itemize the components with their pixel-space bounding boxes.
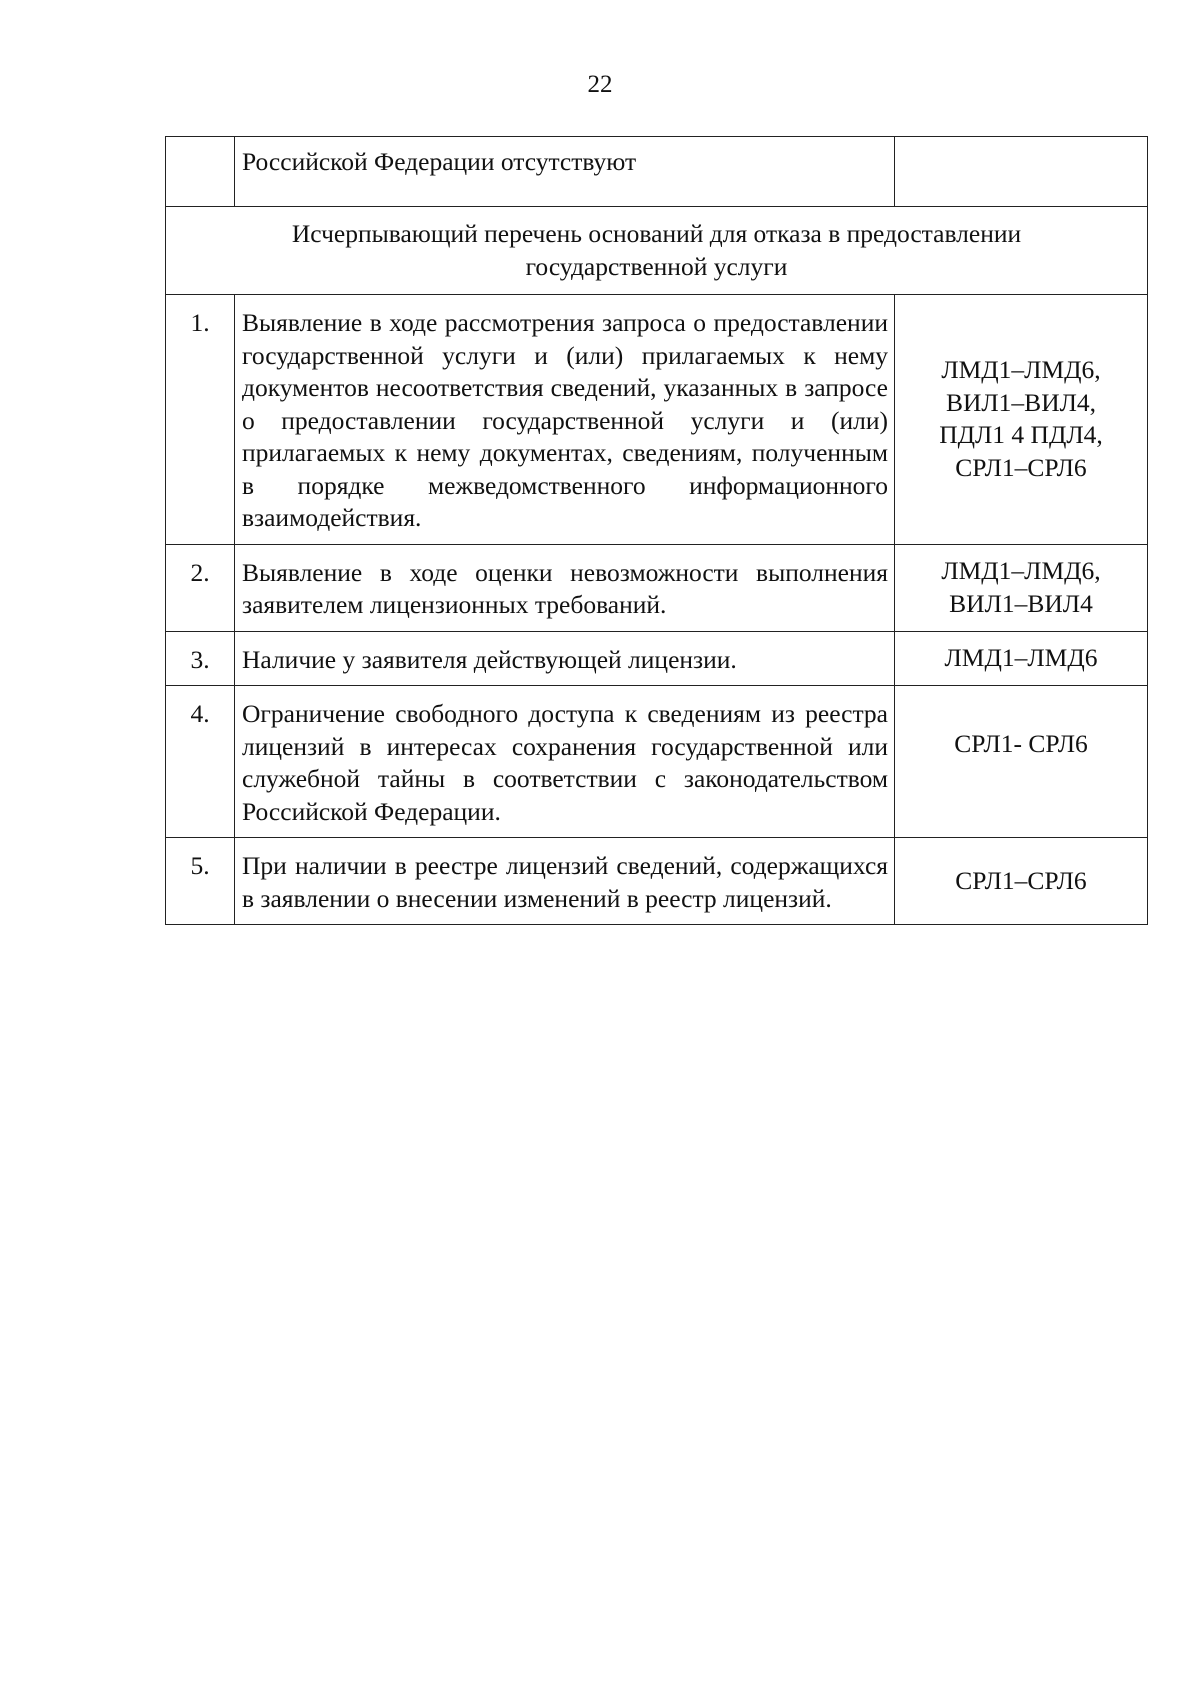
row-text <box>235 295 895 545</box>
code-line: ЛМД1–ЛМД6, <box>941 355 1101 385</box>
row-codes <box>895 544 1148 631</box>
code-line: СРЛ1–СРЛ6 <box>955 865 1087 895</box>
row-codes <box>895 631 1148 686</box>
row-text <box>235 631 895 686</box>
row-number: 5. <box>166 838 235 925</box>
row-number: 2. <box>166 544 235 631</box>
cell-continuation-text: Российской Федерации отсутствуют <box>235 137 895 207</box>
table-row <box>166 631 1148 686</box>
section-heading <box>166 207 1148 295</box>
row-codes <box>895 686 1148 838</box>
row-text-body: Наличие у заявителя действующей лицензии. <box>242 644 737 674</box>
section-heading-line: государственной услуги <box>525 251 788 281</box>
row-number: 3. <box>166 631 235 686</box>
code-line: СРЛ1–СРЛ6 <box>955 452 1087 482</box>
row-codes <box>895 838 1148 925</box>
table-row-section-heading <box>166 207 1148 295</box>
table-row <box>166 838 1148 925</box>
refusal-grounds-table <box>165 136 1148 925</box>
table-row-continuation <box>166 137 1148 207</box>
row-text <box>235 686 895 838</box>
row-text <box>235 544 895 631</box>
table-row <box>166 544 1148 631</box>
row-text-body: Выявление в ходе рассмотрения запроса о предоставлении государственной услуги и (или) прилагаемых к нему документов несоответствия сведений, указанных в запросе о предоставлении государственной услуги и (или) прилагаемых к нему документах, сведениям, полученным в порядке межведомственного информационного взаимодействия. <box>242 308 888 532</box>
table-row <box>166 686 1148 838</box>
code-line: ЛМД1–ЛМД6, <box>941 556 1101 585</box>
page-number: 22 <box>587 71 613 98</box>
row-text <box>235 838 895 925</box>
table-row <box>166 295 1148 545</box>
row-codes <box>895 295 1148 545</box>
code-line: СРЛ1- СРЛ6 <box>954 729 1088 758</box>
code-line: ВИЛ1–ВИЛ4, <box>945 387 1097 417</box>
cell-number-empty <box>166 137 235 207</box>
row-text-body: При наличии в реестре лицензий сведений, содержащихся в заявлении о внесении изменений в реестр лицензий. <box>242 851 888 913</box>
code-line: ВИЛ1–ВИЛ4 <box>949 588 1093 618</box>
row-text-body: Выявление в ходе оценки невозможности выполнения заявителем лицензионных требований. <box>242 557 888 619</box>
row-number: 1. <box>166 295 235 545</box>
cell-code-empty <box>895 137 1148 207</box>
code-line: ЛМД1–ЛМД6 <box>944 643 1098 672</box>
row-text-body: Ограничение свободного доступа к сведениям из реестра лицензий в интересах сохранения государственной или служебной тайны в соответствии с законодательством Российской Федерации. <box>242 699 888 826</box>
code-line: ПДЛ1 4 ПДЛ4, <box>939 420 1103 450</box>
section-heading-line: Исчерпывающий перечень оснований для отказа в предоставлении <box>291 219 1022 248</box>
row-number: 4. <box>166 686 235 838</box>
